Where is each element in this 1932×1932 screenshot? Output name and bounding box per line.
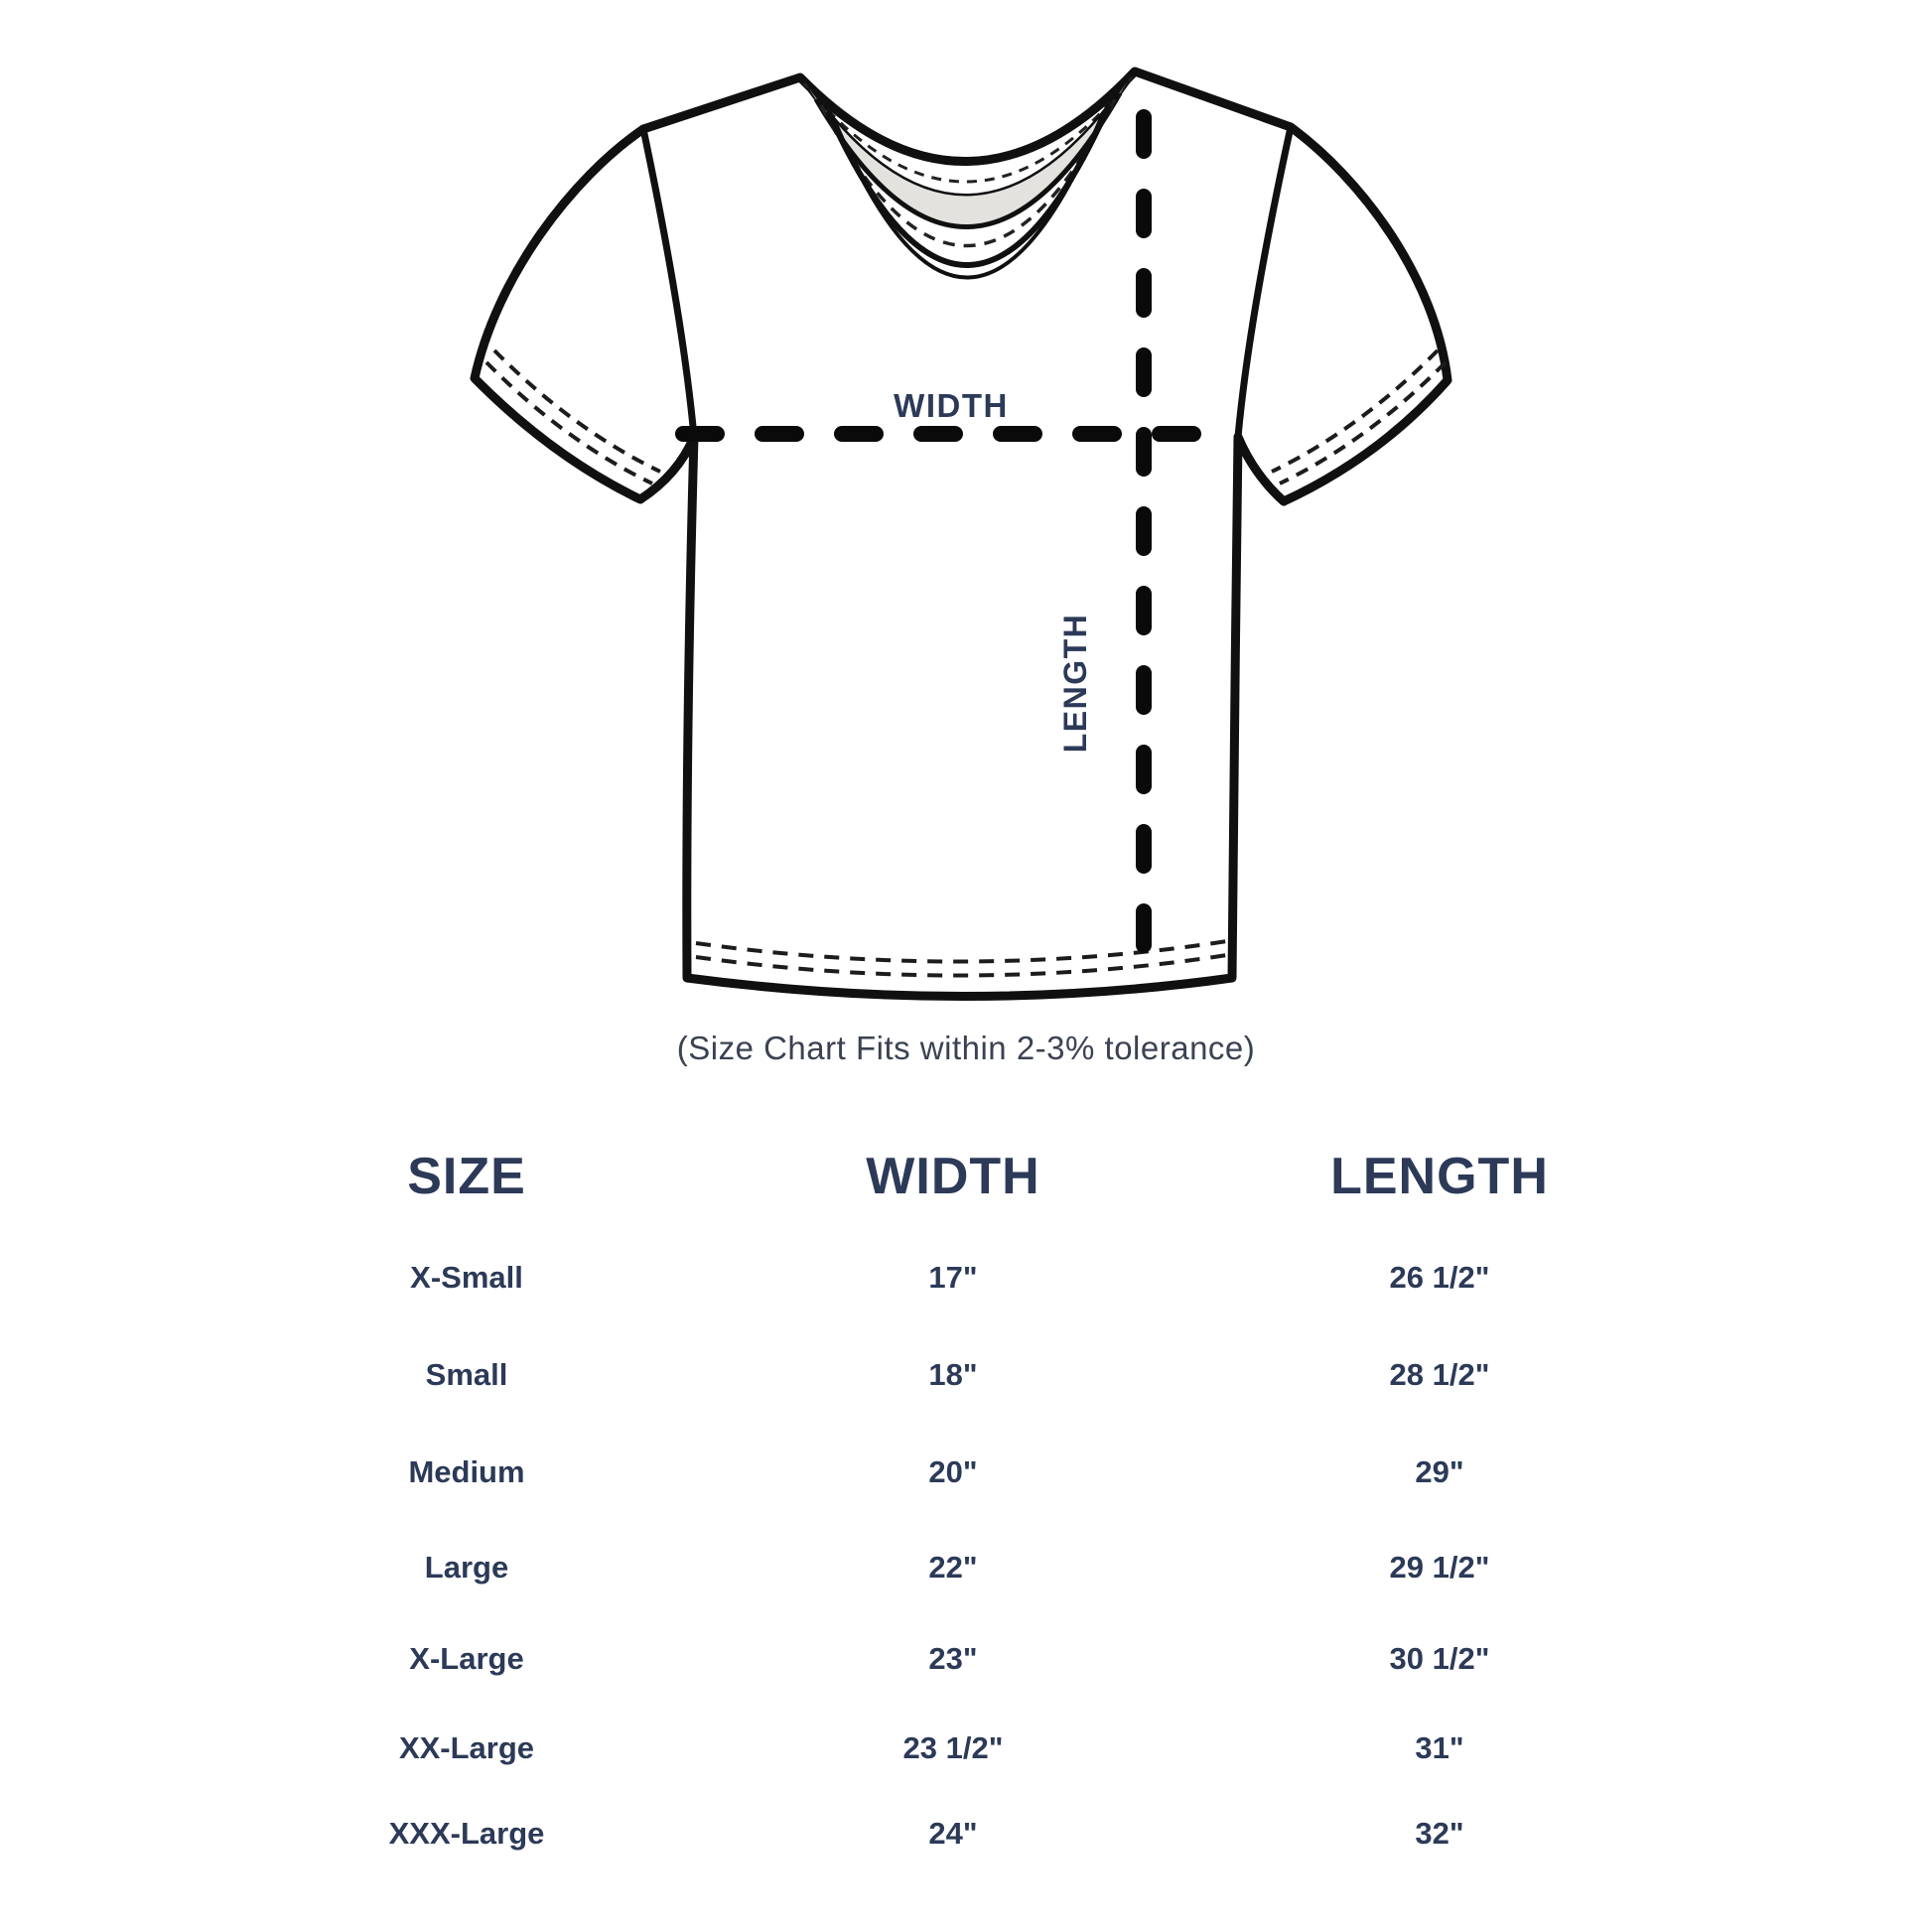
width-measure-label: WIDTH <box>894 387 1009 424</box>
width-cell: 24" <box>928 1816 978 1851</box>
size-column-header: SIZE <box>407 1148 526 1205</box>
length-cell: 29 1/2" <box>1389 1550 1490 1585</box>
size-cell: X-Small <box>410 1260 523 1295</box>
width-cell: 23" <box>928 1641 978 1676</box>
tolerance-caption: (Size Chart Fits within 2-3% tolerance) <box>676 1030 1256 1066</box>
width-cell: 22" <box>928 1550 978 1585</box>
width-cell: 17" <box>928 1260 978 1295</box>
size-cell: XX-Large <box>398 1730 535 1765</box>
size-cell: XXX-Large <box>388 1816 545 1851</box>
length-cell: 29" <box>1415 1454 1464 1489</box>
size-cell: Medium <box>408 1454 525 1489</box>
table-row <box>0 1787 1932 1879</box>
table-row <box>0 1702 1932 1794</box>
length-cell: 28 1/2" <box>1389 1357 1490 1392</box>
size-cell: X-Large <box>409 1641 524 1676</box>
size-cell: Small <box>425 1357 508 1392</box>
width-column-header: WIDTH <box>866 1148 1040 1205</box>
table-row <box>0 1426 1932 1518</box>
table-row <box>0 1231 1932 1323</box>
length-measure-label: LENGTH <box>1057 613 1093 754</box>
length-cell: 26 1/2" <box>1389 1260 1490 1295</box>
length-column-header: LENGTH <box>1330 1148 1549 1205</box>
table-row <box>0 1328 1932 1421</box>
width-cell: 23 1/2" <box>902 1730 1004 1765</box>
length-cell: 30 1/2" <box>1389 1641 1490 1676</box>
table-row <box>0 1521 1932 1613</box>
table-row <box>0 1612 1932 1705</box>
width-cell: 18" <box>928 1357 978 1392</box>
size-cell: Large <box>424 1550 509 1585</box>
length-cell: 32" <box>1415 1816 1464 1851</box>
length-cell: 31" <box>1415 1730 1464 1765</box>
width-cell: 20" <box>928 1454 978 1489</box>
